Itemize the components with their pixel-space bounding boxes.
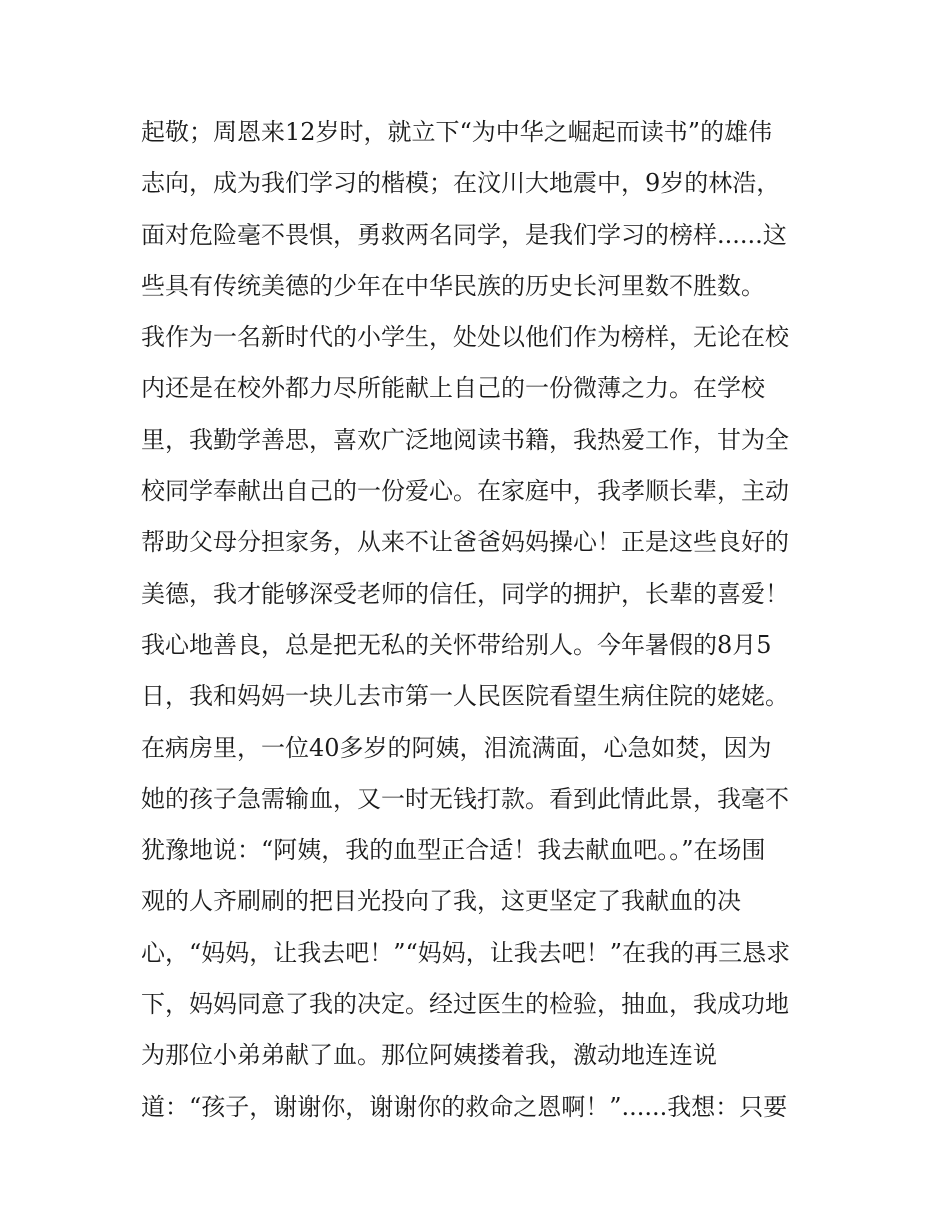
text-line: 校同学奉献出自己的一份爱心。在家庭中，我孝顺长辈，主动 — [141, 477, 789, 506]
text-line: 面对危险毫不畏惧，勇救两名同学，是我们学习的榜样......这 — [141, 220, 787, 249]
text-line: 犹豫地说：“阿姨，我的血型正合适！我去献血吧。。”在场围 — [141, 836, 766, 865]
text-line: 美德，我才能够深受老师的信任，同学的拥护，长辈的喜爱！ — [141, 579, 789, 608]
text-line: 些具有传统美德的少年在中华民族的历史长河里数不胜数。 — [141, 271, 765, 300]
text-line: 心，“妈妈，让我去吧！”“妈妈，让我去吧！”在我的再三恳求 — [141, 938, 791, 967]
text-line: 里，我勤学善思，喜欢广泛地阅读书籍，我热爱工作，甘为全 — [141, 425, 789, 454]
text-line: 帮助父母分担家务，从来不让爸爸妈妈操心！正是这些良好的 — [141, 528, 789, 557]
text-line: 在病房里，一位40多岁的阿姨，泪流满面，心急如焚，因为 — [141, 733, 772, 762]
text-line: 观的人齐刷刷的把目光投向了我，这更坚定了我献血的决 — [141, 887, 741, 916]
text-line: 日，我和妈妈一块儿去市第一人民医院看望生病住院的姥姥。 — [141, 682, 789, 711]
text-line: 起敬；周恩来12岁时，就立下“为中华之崛起而读书”的雄伟 — [141, 118, 773, 146]
body-text — [141, 107, 821, 1133]
text-line: 我心地善良，总是把无私的关怀带给别人。今年暑假的8月5 — [141, 630, 772, 659]
text-line: 道：“孩子，谢谢你，谢谢你的救命之恩啊！”......我想：只要 — [141, 1092, 788, 1121]
text-line: 下，妈妈同意了我的决定。经过医生的检验，抽血，我成功地 — [141, 990, 789, 1019]
text-line: 内还是在校外都力尽所能献上自己的一份微薄之力。在学校 — [141, 374, 765, 403]
text-line: 志向，成为我们学习的楷模；在汶川大地震中，9岁的林浩， — [141, 169, 781, 198]
text-line: 为那位小弟弟献了血。那位阿姨搂着我，激动地连连说 — [141, 1041, 717, 1070]
text-line: 她的孩子急需输血，又一时无钱打款。看到此情此景，我毫不 — [141, 784, 789, 813]
text-line: 我作为一名新时代的小学生，处处以他们作为榜样，无论在校 — [141, 323, 789, 352]
